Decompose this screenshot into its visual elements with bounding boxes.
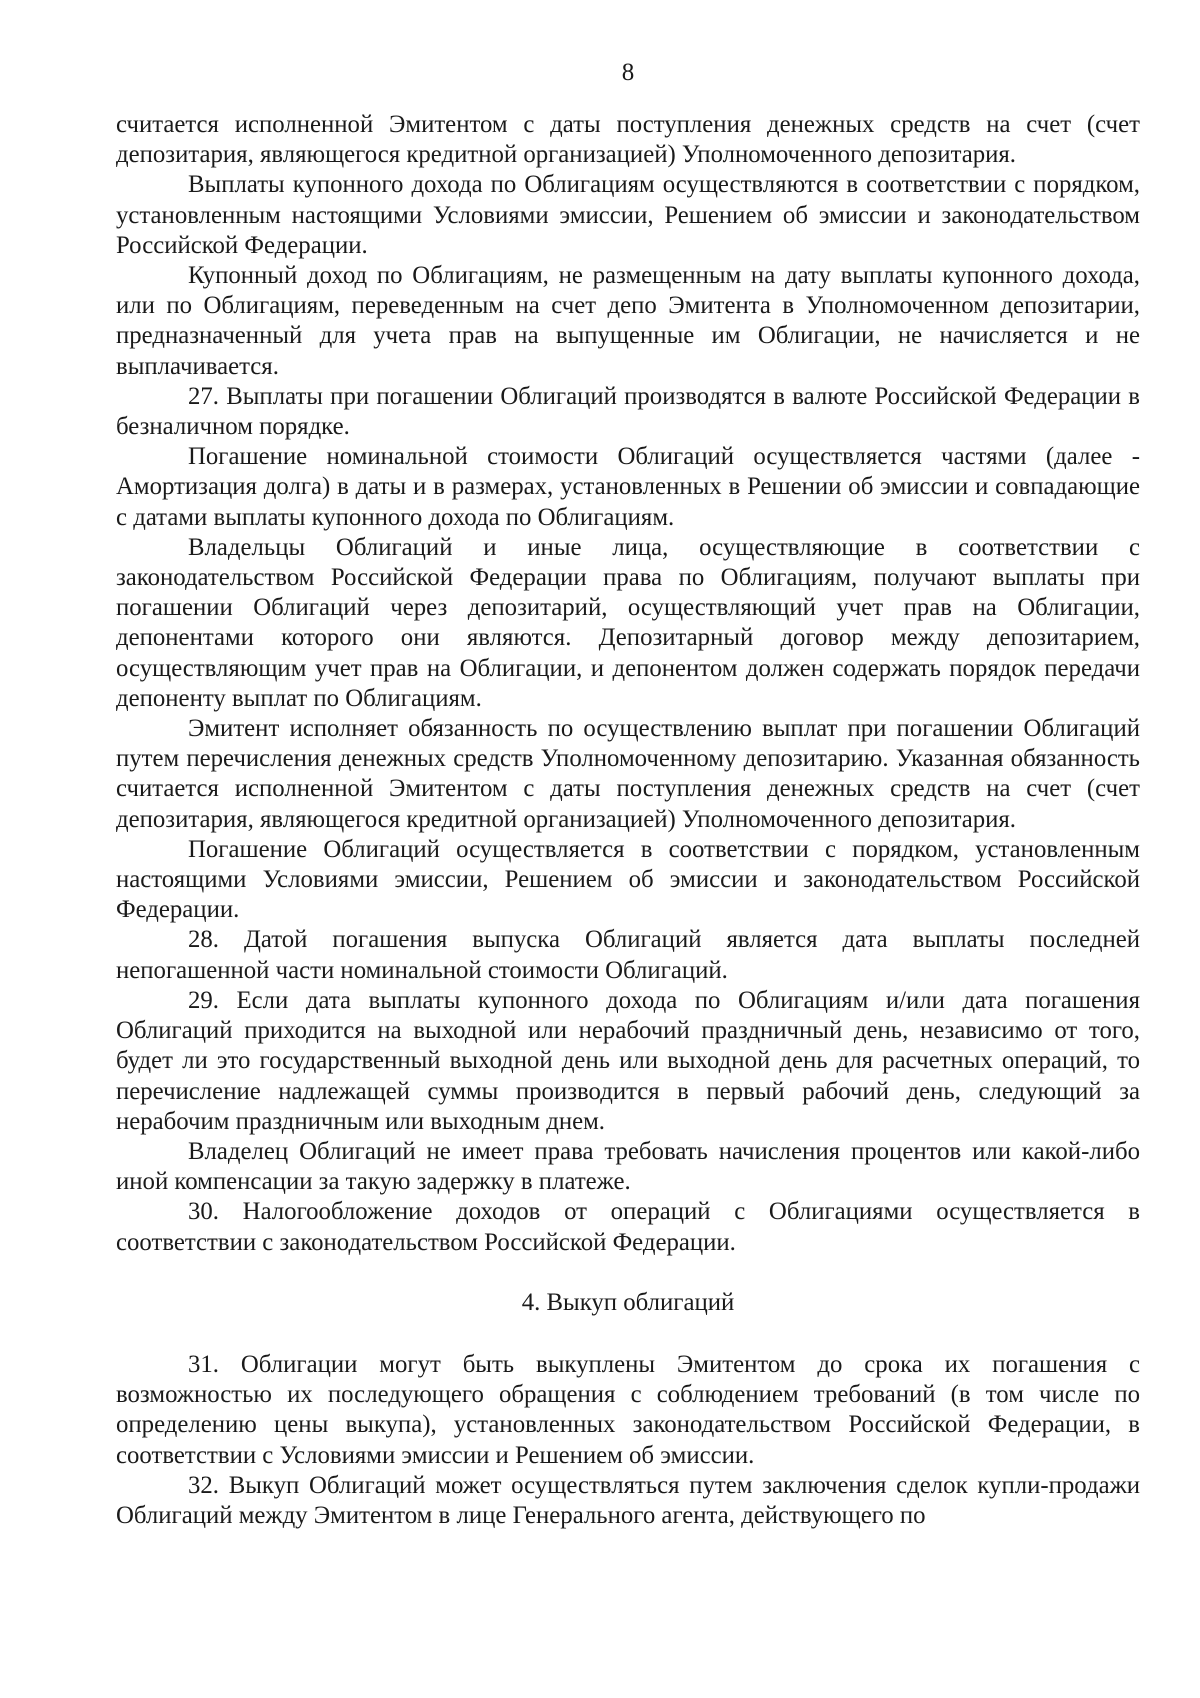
paragraph: Купонный доход по Облигациям, не размещенным на дату выплаты купонного дохода, или по Облигациям, переведенным на счет депо Эмитента в Уполномоченном депозитарии, предназначенный для учета прав на выпущенные им Облигации, не начисляется и не выплачивается.: [116, 262, 1140, 380]
paragraph: Владелец Облигаций не имеет права требовать начисления процентов или какой-либо иной компенсации за такую задержку в платеже.: [116, 1137, 1140, 1196]
paragraph: 32. Выкуп Облигаций может осуществляться путем заключения сделок купли-продажи Облигаций между Эмитентом в лице Генерального агента, действующего по: [116, 1471, 1140, 1529]
paragraph: Погашение Облигаций осуществляется в соответствии с порядком, установленным настоящими Условиями эмиссии, Решением об эмиссии и законодательством Российской Федерации.: [116, 835, 1140, 924]
section-title: 4. Выкуп облигаций: [521, 1288, 735, 1316]
body-text-before: [116, 110, 1140, 1258]
paragraph: 29. Если дата выплаты купонного дохода по Облигациям и/или дата погашения Облигаций приходится на выходной или нерабочий праздничный день, независимо от того, будет ли это государственный выходной день или выходной день для расчетных операций, то перечисление надлежащей суммы производится в первый рабочий день, следующий за нерабочим праздничным или выходным днем.: [116, 986, 1140, 1135]
paragraph: Эмитент исполняет обязанность по осуществлению выплат при погашении Облигаций путем перечисления денежных средств Уполномоченному депозитарию. Указанная обязанность считается исполненной Эмитентом с даты поступления денежных средств на счет (счет депозитария, являющегося кредитной организацией) Уполномоченного депозитария.: [116, 715, 1140, 833]
paragraph: 28. Датой погашения выпуска Облигаций является дата выплаты последней непогашенной части номинальной стоимости Облигаций.: [116, 926, 1140, 984]
paragraph: 31. Облигации могут быть выкуплены Эмитентом до срока их погашения с возможностью их последующего обращения с соблюдением требований (в том числе по определению цены выкупа), установленных законодательством Российской Федерации, в соответствии с Условиями эмиссии и Решением об эмиссии.: [116, 1350, 1140, 1469]
paragraph: считается исполненной Эмитентом с даты поступления денежных средств на счет (счет депозитария, являющегося кредитной организацией) Уполномоченного депозитария.: [116, 111, 1140, 169]
paragraph: 30. Налогообложение доходов от операций с Облигациями осуществляется в соответствии с законодательством Российской Федерации.: [116, 1198, 1140, 1256]
page-number: 8: [621, 59, 635, 86]
paragraph: 27. Выплаты при погашении Облигаций производятся в валюте Российской Федерации в безналичном порядке.: [116, 382, 1140, 441]
body-text-after: [116, 1350, 1140, 1531]
paragraph: Погашение номинальной стоимости Облигаций осуществляется частями (далее - Амортизация долга) в даты и в размерах, установленных в Решении об эмиссии и совпадающие с датами выплаты купонного дохода по Облигациям.: [116, 443, 1140, 531]
paragraph: Владельцы Облигаций и иные лица, осуществляющие в соответствии с законодательством Российской Федерации права по Облигациям, получают выплаты при погашении Облигаций через депозитарий, осуществляющий учет прав на Облигации, депонентами которого они являются. Депозитарный договор между депозитарием, осуществляющим учет прав на Облигации, и депонентом должен содержать порядок передачи депоненту выплат по Облигациям.: [116, 533, 1140, 712]
paragraph: Выплаты купонного дохода по Облигациям осуществляются в соответствии с порядком, установленным настоящими Условиями эмиссии, Решением об эмиссии и законодательством Российской Федерации.: [116, 171, 1140, 259]
document-page: [116, 58, 1140, 1531]
